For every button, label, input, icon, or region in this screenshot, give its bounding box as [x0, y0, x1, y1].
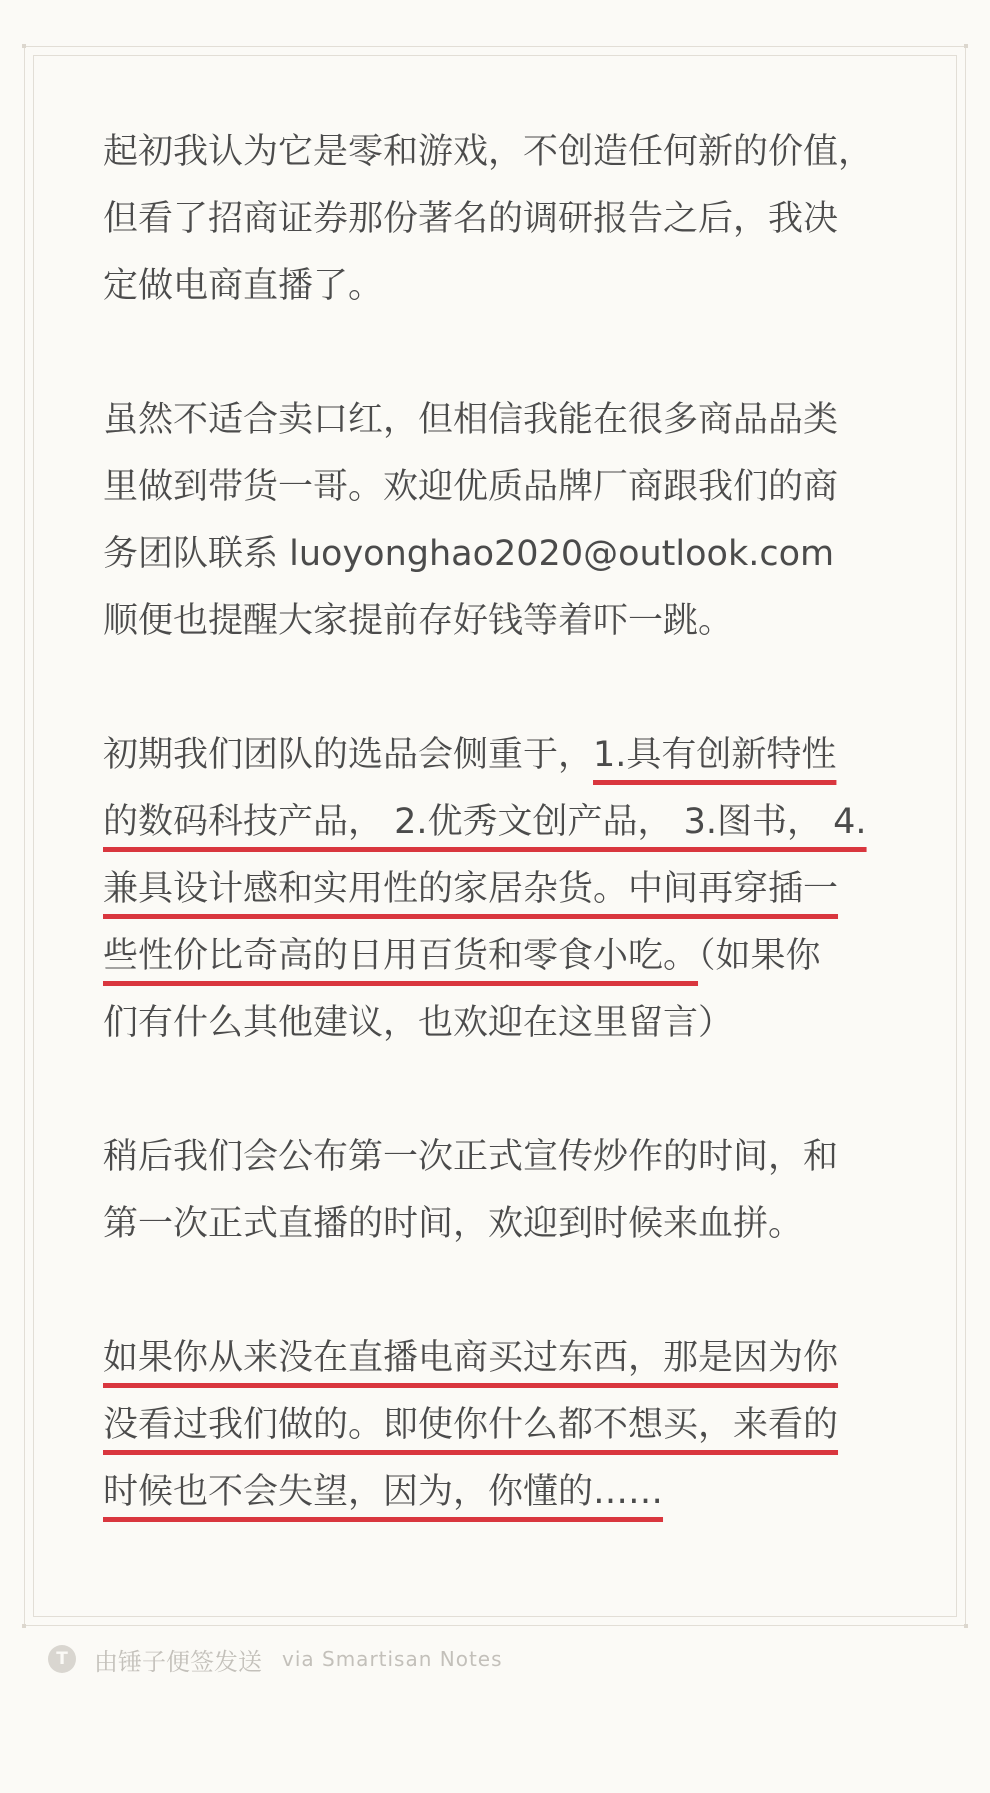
smartisan-logo-icon: T	[48, 1645, 76, 1673]
highlighted-text: 些性价比奇高的日用百货和零食小吃。	[103, 936, 699, 976]
frame-corner	[22, 44, 26, 48]
plain-text: （如果你	[698, 936, 821, 976]
highlighted-text: 如果你从来没在直播电商买过东西，那是因为你	[103, 1338, 839, 1378]
footer-source-en: via Smartisan Notes	[282, 1647, 503, 1671]
text-line	[103, 789, 893, 856]
paragraph-decision	[103, 119, 893, 320]
text-line: 稍后我们会公布第一次正式宣传炒作的时间，和	[103, 1137, 839, 1177]
text-line: 们有什么其他建议，也欢迎在这里留言）	[103, 1003, 734, 1043]
text-line: 定做电商直播了。	[103, 266, 384, 306]
text-line: 里做到带货一哥。欢迎优质品牌厂商跟我们的商	[103, 467, 839, 507]
footer-source-cn: 由锤子便签发送	[94, 1647, 262, 1676]
highlighted-text: 时候也不会失望，因为，你懂的……	[103, 1472, 664, 1512]
text-line: 第一次正式直播的时间，欢迎到时候来血拼。	[103, 1204, 804, 1244]
paragraph-announcement	[103, 1124, 893, 1258]
frame-corner	[964, 44, 968, 48]
text-line	[103, 1325, 893, 1392]
text-line	[103, 1392, 893, 1459]
plain-text: 初期我们团队的选品会侧重于，	[103, 735, 594, 775]
frame-corner	[964, 1624, 968, 1628]
text-line: 虽然不适合卖口红，但相信我能在很多商品品类	[103, 400, 839, 440]
paragraph-contact	[103, 387, 893, 655]
contact-email-line[interactable]: 务团队联系 luoyonghao2020@outlook.com	[103, 534, 835, 574]
text-line: 起初我认为它是零和游戏，不创造任何新的价值，	[103, 132, 874, 172]
text-line	[103, 856, 893, 923]
text-line: 但看了招商证券那份著名的调研报告之后，我决	[103, 199, 839, 239]
paragraph-product-focus	[103, 722, 893, 1057]
highlighted-text: 没看过我们做的。即使你什么都不想买，来看的	[103, 1405, 839, 1445]
paragraph-closing	[103, 1325, 893, 1526]
highlighted-text: 1.具有创新特性	[593, 735, 837, 775]
text-line	[103, 923, 893, 990]
frame-corner	[22, 1624, 26, 1628]
text-line: 顺便也提醒大家提前存好钱等着吓一跳。	[103, 601, 734, 641]
text-line	[103, 722, 893, 789]
text-line	[103, 1459, 893, 1526]
footer	[48, 1644, 503, 1674]
highlighted-text: 兼具设计感和实用性的家居杂货。中间再穿插一	[103, 869, 839, 909]
note-body	[103, 119, 893, 1593]
highlighted-text: 的数码科技产品， 2.优秀文创产品， 3.图书， 4.	[103, 802, 867, 842]
